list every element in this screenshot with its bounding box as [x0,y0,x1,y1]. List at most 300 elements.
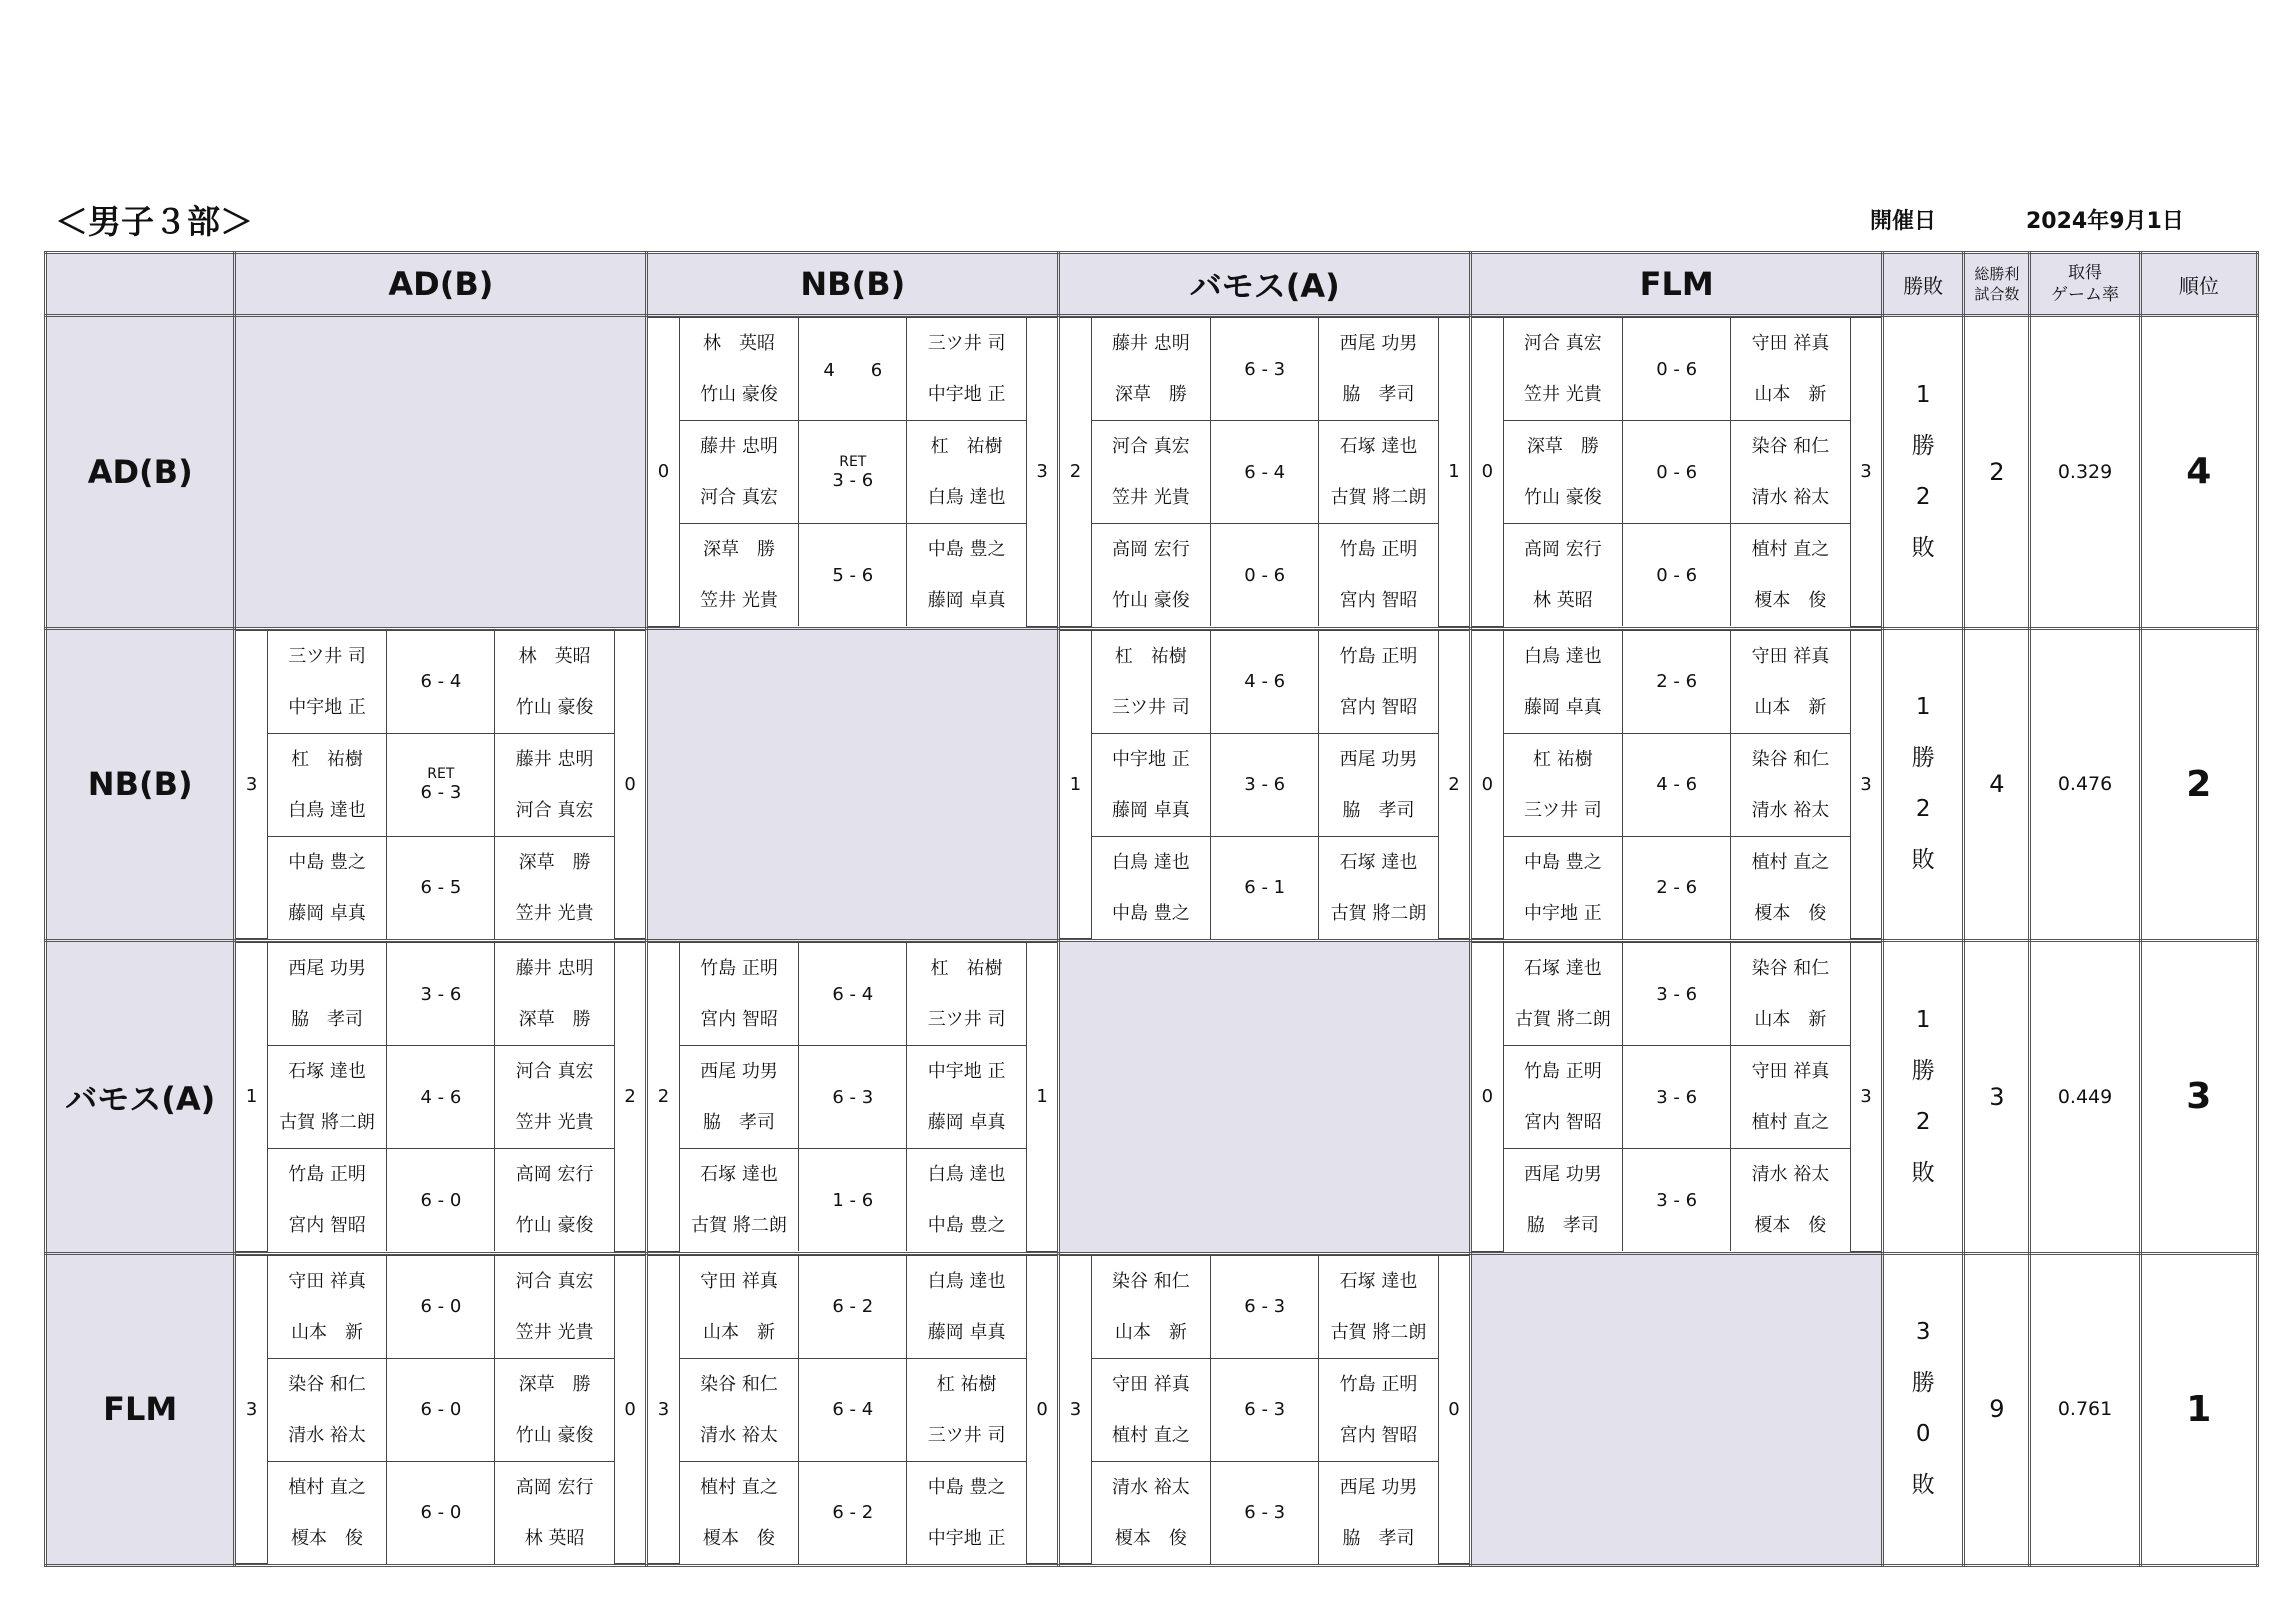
pair-away [1731,318,1851,421]
pair-away [1319,733,1439,836]
total-wins: 3 [1964,941,2030,1254]
player-name: 清水 裕太 [1751,799,1830,821]
player-name: 山本 新 [1754,696,1827,718]
game-score [799,421,907,524]
record-char: 敗 [1911,1472,1935,1499]
player-name: 高岡 宏行 [1523,539,1602,560]
pair-away [495,836,615,939]
player-name: 笠井 光貴 [515,1112,594,1133]
player-name: 山本 新 [1754,1009,1827,1030]
pair-away [1731,943,1851,1046]
player-name: 深草 勝 [1114,384,1187,405]
player-name: 河合 真宏 [1523,333,1602,354]
team-points-left: 1 [1060,630,1091,939]
player-name: 白鳥 達也 [927,487,1006,508]
doubles-match [1472,630,1881,733]
score-value: 6 - 2 [832,1296,874,1317]
wins-header-line: 試合数 [1974,285,2020,303]
match-grid [648,942,1057,1252]
game-rate: 0.449 [2030,941,2140,1254]
player-name: 三ツ井 司 [927,1424,1006,1446]
win-loss-record [1883,1253,1964,1566]
record-char: 敗 [1911,847,1935,874]
match-grid [648,317,1057,627]
game-score [799,1255,907,1358]
score-value: 5 - 6 [832,564,874,586]
doubles-match [1472,318,1881,421]
team-points-left: 3 [648,1255,679,1564]
pair-away [1319,1255,1439,1358]
player-name: 中島 豊之 [288,851,366,873]
pair-home [1503,318,1623,421]
team-points-left: 3 [236,630,267,939]
record-char: 勝 [1911,745,1935,772]
column-team-header: FLM [1471,253,1883,316]
player-name: 西尾 功男 [1339,333,1418,354]
rank: 2 [2140,628,2257,941]
date-label: 開催日 [1870,209,1937,234]
player-name: 西尾 功男 [1339,1476,1418,1498]
score-value: 6 - 3 [1244,1502,1286,1523]
self-match-cell [1471,1253,1883,1566]
score-value: 6 - 5 [420,877,462,898]
column-team-header: NB(B) [647,253,1059,316]
score-value: 0 - 6 [1656,358,1698,380]
player-name: 石塚 達也 [1523,958,1602,979]
score-value: 3 - 6 [1656,983,1698,1005]
pair-home [1503,943,1623,1046]
game-score [387,1255,495,1358]
player-name: 藤井 忠明 [515,748,594,770]
score-value: 4 - 6 [1656,774,1698,795]
pair-home [679,1358,799,1461]
row-team-name: NB(B) [46,628,235,941]
player-name: 古賀 將二朗 [1330,902,1427,924]
pair-away [907,318,1027,421]
player-name: 白鳥 達也 [1523,645,1602,667]
player-name: 中宇地 正 [927,384,1006,405]
team-points-right: 1 [1026,943,1057,1252]
pair-away [495,733,615,836]
player-name: 杠 祐樹 [930,436,1003,457]
player-name: 三ツ井 司 [927,1009,1006,1030]
score-value: 4 - 6 [1244,671,1286,692]
match-cell [1059,628,1471,941]
player-name: 脇 孝司 [1526,1215,1599,1236]
player-name: 河合 真宏 [515,1270,594,1292]
player-name: 脇 孝司 [1342,799,1415,821]
win-loss-record [1883,628,1964,941]
score-value: 4 6 [823,360,883,381]
player-name: 石塚 達也 [1339,436,1418,457]
match-cell [647,941,1059,1254]
doubles-match [1472,836,1881,939]
pair-home [679,1149,799,1252]
score-value: 6 - 0 [420,1502,462,1523]
column-team-header: AD(B) [235,253,647,316]
pair-home [1503,1046,1623,1149]
player-name: 笠井 光貴 [700,590,778,611]
game-score [387,1046,495,1149]
player-name: 山本 新 [1754,384,1827,405]
player-name: 宮内 智昭 [1339,696,1418,718]
record-char: 勝 [1911,1057,1935,1084]
player-name: 清水 裕太 [1112,1476,1190,1498]
player-name: 河合 真宏 [700,487,778,508]
player-name: 守田 祥真 [1751,1061,1830,1082]
player-name: 宮内 智昭 [1523,1112,1602,1133]
page-title: ＜男子３部＞ [55,202,253,241]
player-name: 榎本 俊 [291,1527,364,1549]
doubles-match [648,524,1057,627]
pair-home [1503,836,1623,939]
record-char: 1 [1915,1006,1931,1033]
player-name: 林 英昭 [1532,590,1593,611]
doubles-match [1472,1149,1881,1252]
player-name: 笠井 光貴 [515,902,594,924]
team-points-left: 3 [1060,1255,1091,1564]
wins-header [1964,253,2030,316]
player-name: 宮内 智昭 [700,1009,778,1030]
game-score [1211,318,1319,421]
game-score [1623,1046,1731,1149]
record-char: 2 [1915,483,1931,510]
pair-home [267,630,387,733]
doubles-match [236,1046,645,1149]
team-row [46,941,2258,1254]
doubles-match [236,836,645,939]
doubles-match [648,318,1057,421]
header-row [46,253,2258,316]
doubles-match [236,1149,645,1252]
player-name: 竹島 正明 [288,1164,366,1185]
player-name: 榎本 俊 [1754,590,1827,611]
game-score [1623,318,1731,421]
player-name: 植村 直之 [1751,539,1830,560]
player-name: 中島 豊之 [927,1476,1006,1498]
game-score [1623,630,1731,733]
pair-home [1503,733,1623,836]
player-name: 杠 祐樹 [1114,645,1187,667]
doubles-match [1060,1255,1469,1358]
pair-away [907,1358,1027,1461]
match-grid [1060,317,1469,627]
pair-away [907,1149,1027,1252]
game-score [1211,1358,1319,1461]
doubles-match [236,943,645,1046]
pair-home [1091,733,1211,836]
doubles-match [1472,421,1881,524]
player-name: 深草 勝 [702,539,775,560]
player-name: 藤岡 卓真 [927,590,1006,611]
pair-home [1503,524,1623,627]
pair-home [1091,836,1211,939]
player-name: 染谷 和仁 [1751,748,1830,770]
player-name: 藤岡 卓真 [1523,696,1602,718]
pair-away [495,1461,615,1564]
game-score [1211,1461,1319,1564]
score-value: 0 - 6 [1656,564,1698,586]
score-value: 3 - 6 [1656,1189,1698,1211]
player-name: 守田 祥真 [1112,1373,1190,1395]
doubles-match [1060,1358,1469,1461]
player-name: 笠井 光貴 [1523,384,1602,405]
player-name: 深草 勝 [518,1373,591,1395]
row-team-name: AD(B) [46,316,235,629]
match-grid [1060,1255,1469,1565]
game-score [799,1149,907,1252]
pair-home [267,733,387,836]
player-name: 守田 祥真 [288,1270,366,1292]
game-score [387,836,495,939]
team-points-right: 2 [614,943,645,1252]
player-name: 守田 祥真 [1751,333,1830,354]
player-name: 中島 豊之 [927,1215,1006,1236]
game-score [1211,733,1319,836]
game-score [1211,630,1319,733]
win-loss-record [1883,941,1964,1254]
score-value: 0 - 6 [1244,564,1286,586]
pair-away [1731,630,1851,733]
pair-home [1091,524,1211,627]
team-points-right: 2 [1438,630,1469,939]
rank: 4 [2140,316,2257,629]
pair-home [679,524,799,627]
match-grid [1060,630,1469,940]
self-match-cell [1059,941,1471,1254]
player-name: 高岡 宏行 [1112,539,1190,560]
player-name: 石塚 達也 [700,1164,778,1185]
match-cell [1471,941,1883,1254]
team-points-right: 0 [614,630,645,939]
pair-away [907,421,1027,524]
match-grid [1472,630,1881,940]
player-name: 白鳥 達也 [1112,851,1190,873]
doubles-match [648,1149,1057,1252]
player-name: 白鳥 達也 [927,1164,1006,1185]
doubles-match [1060,733,1469,836]
score-value: 6 - 3 [420,782,462,803]
player-name: 脇 孝司 [1342,384,1415,405]
record-char: 0 [1915,1421,1931,1448]
doubles-match [1472,1046,1881,1149]
team-points-right: 3 [1850,318,1881,627]
match-cell [647,1253,1059,1566]
player-name: 西尾 功男 [1339,748,1418,770]
pair-away [1731,1149,1851,1252]
player-name: 山本 新 [702,1321,775,1343]
player-name: 脇 孝司 [702,1112,775,1133]
player-name: 宮内 智昭 [1339,590,1418,611]
score-value: 6 - 4 [1244,461,1286,483]
row-team-name: FLM [46,1253,235,1566]
player-name: 石塚 達也 [1339,851,1418,873]
doubles-match [1060,630,1469,733]
doubles-match [1472,733,1881,836]
pair-home [267,1149,387,1252]
rate-header-line: 取得 [2068,263,2103,283]
score-value: 2 - 6 [1656,671,1698,692]
team-row [46,316,2258,629]
team-points-left: 0 [1472,943,1503,1252]
player-name: 杠 祐樹 [291,748,364,770]
player-name: 高岡 宏行 [515,1164,594,1185]
score-value: 6 - 3 [832,1086,874,1108]
player-name: 植村 直之 [1112,1424,1190,1446]
pair-away [1319,1358,1439,1461]
game-score [387,943,495,1046]
match-grid [236,1255,645,1565]
team-points-left: 3 [236,1255,267,1564]
pair-away [907,1461,1027,1564]
player-name: 竹島 正明 [700,958,778,979]
team-points-right: 0 [1026,1255,1057,1564]
player-name: 脇 孝司 [1342,1527,1415,1549]
player-name: 染谷 和仁 [1751,958,1830,979]
player-name: 榎本 俊 [702,1527,775,1549]
player-name: 植村 直之 [288,1476,366,1498]
player-name: 植村 直之 [1751,851,1830,873]
pair-home [1503,1149,1623,1252]
player-name: 清水 裕太 [288,1424,366,1446]
player-name: 古賀 將二朗 [279,1112,375,1133]
player-name: 西尾 功男 [700,1061,778,1082]
team-points-left: 0 [1472,318,1503,627]
game-score [1623,836,1731,939]
pair-away [907,1046,1027,1149]
pair-away [1731,1046,1851,1149]
pair-home [267,1358,387,1461]
player-name: 植村 直之 [700,1476,778,1498]
team-points-right: 0 [1438,1255,1469,1564]
column-team-header: バモス(A) [1059,253,1471,316]
score-value: 6 - 1 [1244,877,1286,898]
doubles-match [236,1255,645,1358]
player-name: 染谷 和仁 [1112,1270,1190,1292]
record-char: 3 [1915,1319,1931,1346]
player-name: 古賀 將二朗 [1330,1321,1427,1343]
player-name: 中島 豊之 [1523,851,1602,873]
score-value: 3 - 6 [832,469,874,491]
score-value: 6 - 4 [420,671,462,692]
game-score [1623,1149,1731,1252]
player-name: 深草 勝 [518,851,591,873]
player-name: 三ツ井 司 [288,645,366,667]
game-score [1623,524,1731,627]
pair-home [1091,318,1211,421]
player-name: 山本 新 [291,1321,364,1343]
player-name: 榎本 俊 [1114,1527,1187,1549]
player-name: 西尾 功男 [288,958,366,979]
game-score [1211,836,1319,939]
player-name: 中宇地 正 [927,1527,1006,1549]
game-score [799,524,907,627]
doubles-match [236,630,645,733]
doubles-match [1060,1461,1469,1564]
team-points-left: 2 [1060,318,1091,627]
pair-home [679,1255,799,1358]
match-cell [1471,628,1883,941]
score-value: 6 - 2 [832,1502,874,1523]
game-score [1211,1255,1319,1358]
player-name: 中島 豊之 [927,539,1006,560]
doubles-match [1060,421,1469,524]
pair-away [907,1255,1027,1358]
pair-home [267,1046,387,1149]
player-name: 杠 祐樹 [1532,748,1593,770]
player-name: 竹山 豪俊 [700,384,778,405]
player-name: 榎本 俊 [1754,1215,1827,1236]
pair-home [267,836,387,939]
player-name: 林 英昭 [524,1527,585,1549]
doubles-match [236,1461,645,1564]
match-cell [1471,316,1883,629]
player-name: 三ツ井 司 [1523,799,1602,821]
player-name: 染谷 和仁 [288,1373,366,1395]
player-name: 石塚 達也 [1339,1270,1418,1292]
date-value: 2024年9月1日 [2026,209,2184,234]
player-name: 藤岡 卓真 [1112,799,1190,821]
team-points-right: 1 [1438,318,1469,627]
pair-home [1091,421,1211,524]
record-char: 1 [1915,381,1931,408]
player-name: 杠 祐樹 [930,958,1003,979]
pair-away [495,1255,615,1358]
game-score [799,943,907,1046]
player-name: 三ツ井 司 [1112,696,1190,718]
game-score [1623,733,1731,836]
doubles-match [648,1358,1057,1461]
row-team-name: バモス(A) [46,941,235,1254]
pair-away [1731,836,1851,939]
pair-away [1731,733,1851,836]
rank: 1 [2140,1253,2257,1566]
match-grid [648,1255,1057,1565]
score-value: 6 - 4 [832,1399,874,1420]
player-name: 脇 孝司 [291,1009,364,1030]
score-value: 2 - 6 [1656,877,1698,898]
pair-away [1731,421,1851,524]
team-points-right: 3 [1026,318,1057,627]
corner-cell [46,253,235,316]
doubles-match [1472,943,1881,1046]
total-wins: 4 [1964,628,2030,941]
player-name: 白鳥 達也 [927,1270,1006,1292]
game-score [799,1461,907,1564]
player-name: 中宇地 正 [927,1061,1006,1082]
record-header: 勝敗 [1883,253,1964,316]
rank: 3 [2140,941,2257,1254]
score-value: 6 - 0 [420,1399,462,1420]
player-name: 竹山 豪俊 [1523,487,1602,508]
player-name: 清水 裕太 [1751,487,1830,508]
team-points-left: 0 [648,318,679,627]
doubles-match [648,1046,1057,1149]
player-name: 藤井 忠明 [1112,333,1190,354]
player-name: 林 英昭 [702,333,775,354]
player-name: 杠 祐樹 [936,1373,997,1395]
game-score [799,1358,907,1461]
player-name: 竹島 正明 [1339,1373,1418,1395]
pair-away [495,943,615,1046]
player-name: 染谷 和仁 [1751,436,1830,457]
game-score [1623,943,1731,1046]
player-name: 石塚 達也 [288,1061,366,1082]
game-score [387,1149,495,1252]
record-char: 2 [1915,1108,1931,1135]
player-name: 西尾 功男 [1523,1164,1602,1185]
doubles-match [648,1255,1057,1358]
